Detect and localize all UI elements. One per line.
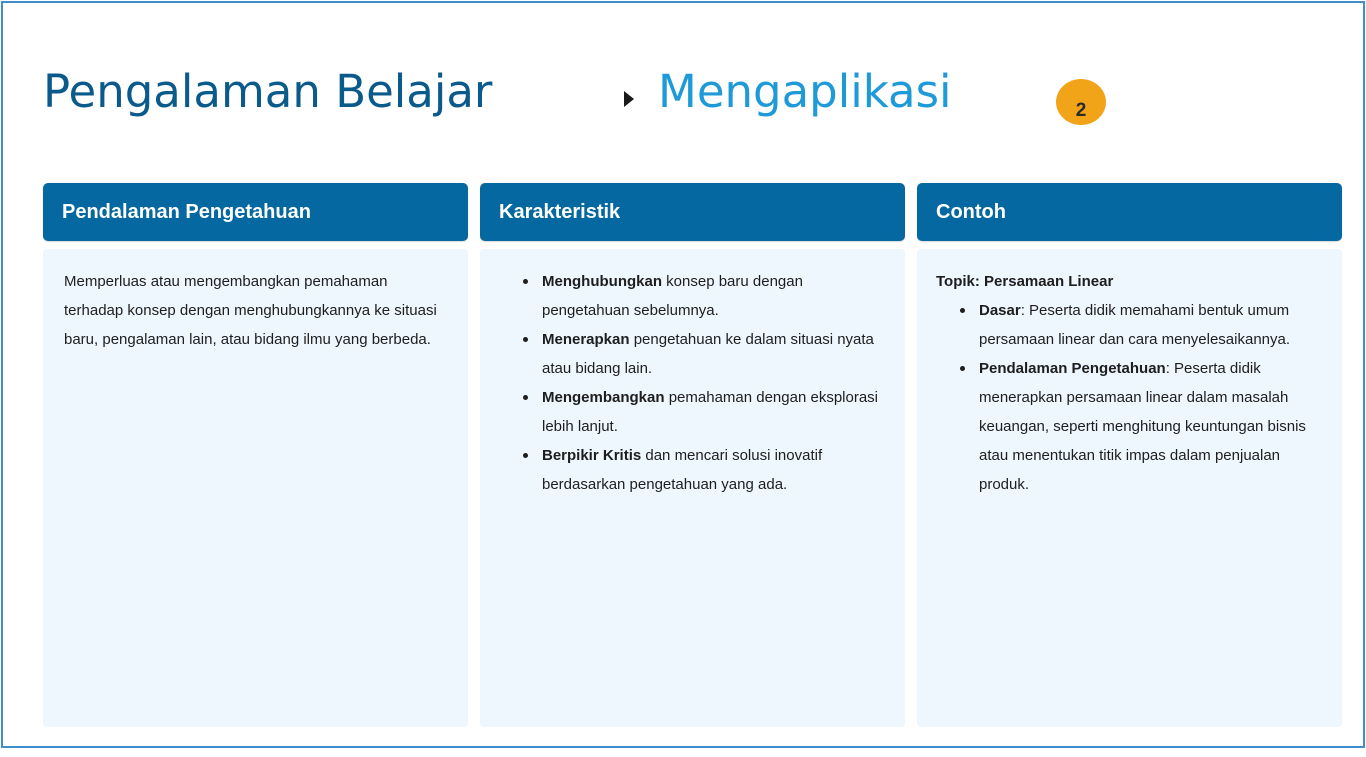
list-item (542, 325, 891, 383)
column-pendalaman-pengetahuan (43, 183, 468, 727)
column-heading: Karakteristik (480, 183, 905, 241)
list-item-text: dan mencari solusi inovatif berdasarkan pengetahuan yang ada. (542, 447, 823, 493)
topic-label: Topik: Persamaan Linear (936, 273, 1114, 290)
list-item-keyword: Berpikir Kritis (542, 447, 642, 464)
list-item-text: pemahaman dengan eksplorasi lebih lanjut. (542, 389, 879, 435)
column-contoh (917, 183, 1342, 727)
list-item-text: konsep baru dengan pengetahuan sebelumnya. (542, 273, 803, 319)
page-subtitle: Mengaplikasi (658, 65, 952, 118)
characteristics-list (542, 267, 891, 499)
list-item-keyword: Pendalaman Pengetahuan (979, 360, 1166, 377)
list-item-text: : Peserta didik menerapkan persamaan linear dalam masalah keuangan, seperti menghitung keuntungan bisnis atau menentukan titik impas dalam penjualan produk. (979, 360, 1306, 493)
column-body (917, 249, 1342, 727)
list-item (542, 383, 891, 441)
column-body (43, 249, 468, 727)
column-karakteristik (480, 183, 905, 727)
column-paragraph: Memperluas atau mengembangkan pemahaman terhadap konsep dengan menghubungkannya ke situasi baru, pengalaman lain, atau bidang ilmu yang berbeda. (64, 273, 437, 348)
list-item-keyword: Mengembangkan (542, 389, 665, 406)
step-number-badge: 2 (1056, 79, 1106, 125)
list-item (979, 354, 1328, 499)
list-item (542, 267, 891, 325)
triangle-right-icon (624, 91, 634, 107)
slide-frame (1, 1, 1365, 748)
column-body (480, 249, 905, 727)
list-item-keyword: Menghubungkan (542, 273, 662, 290)
list-item-text: pengetahuan ke dalam situasi nyata atau bidang lain. (542, 331, 874, 377)
column-heading: Pendalaman Pengetahuan (43, 183, 468, 241)
list-item-text: : Peserta didik memahami bentuk umum persamaan linear dan cara menyelesaikannya. (979, 302, 1291, 348)
list-item-keyword: Menerapkan (542, 331, 630, 348)
column-heading: Contoh (917, 183, 1342, 241)
list-item-keyword: Dasar (979, 302, 1021, 319)
list-item (979, 296, 1328, 354)
page-title: Pengalaman Belajar (43, 65, 493, 118)
list-item (542, 441, 891, 499)
examples-list (979, 296, 1328, 499)
